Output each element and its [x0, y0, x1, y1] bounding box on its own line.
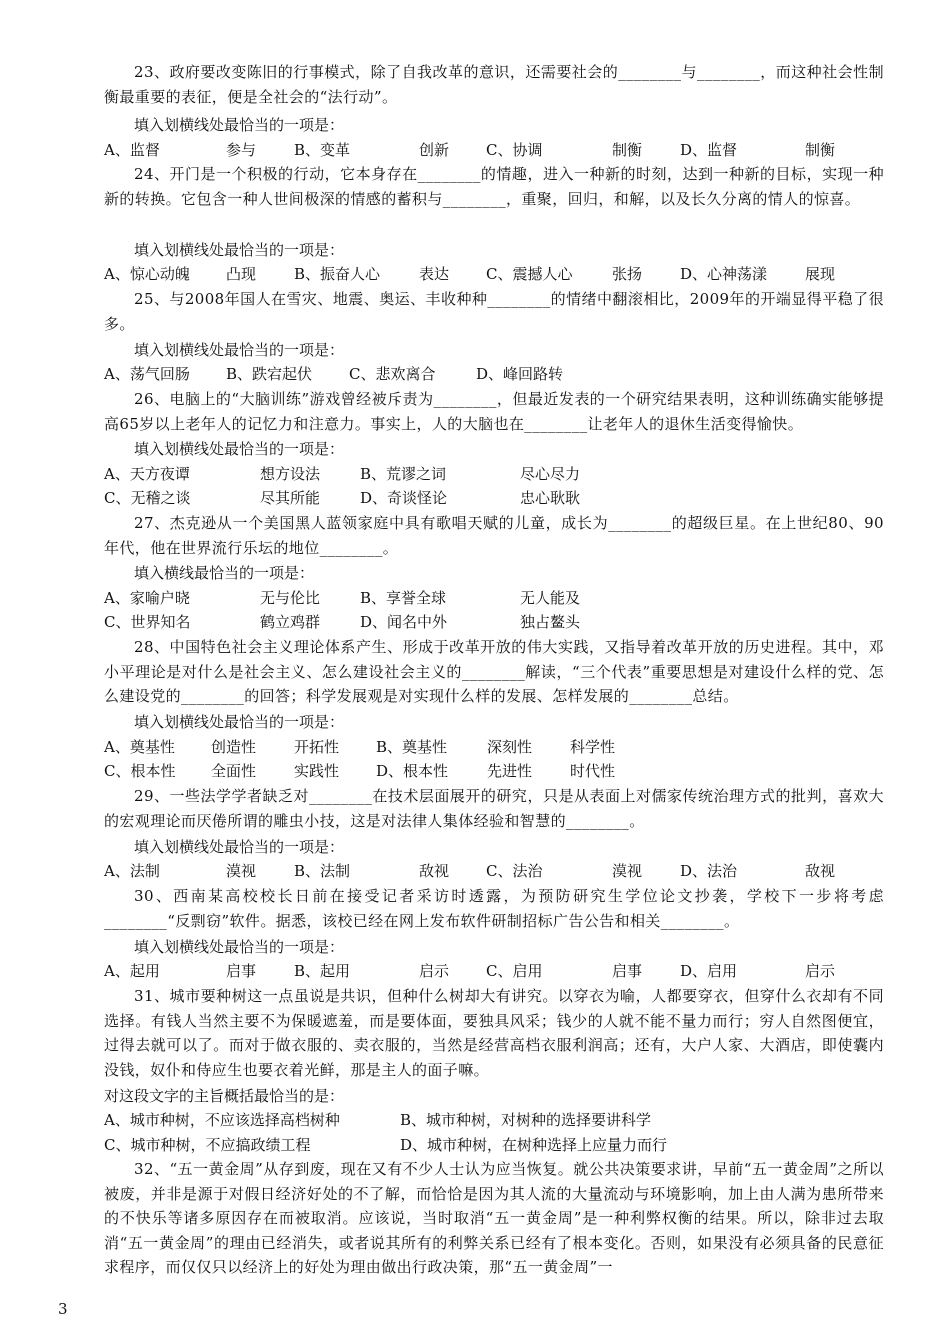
option: 漠视 [612, 862, 643, 880]
option: B、变革 [294, 141, 351, 159]
question-30-stem: 30、西南某高校校长日前在接受记者采访时透露，为预防研究生学位论文抄袭，学校下一步将考虑________“反剽窃”软件。据悉，该校已经在网上发布软件研制招标广告公告和相关________。 [104, 887, 884, 930]
option: C、悲欢离合 [349, 365, 436, 383]
question-26-options-row2 [104, 486, 884, 510]
option: 启事 [612, 962, 643, 980]
question-32-stem: 32、“五一黄金周”从存到废，现在又有不少人士认为应当恢复。就公共决策要求讲，早前“五一黄金周”之所以被废，并非是源于对假日经济好处的不了解，而恰恰是因为其人流的大量流动与环境影响，加上由人满为患所带来的不快乐等诸多原因存在而被取消。应该说，当时取消“五一黄金周”是一种利弊权衡的结果。所以，除非过去取消“五一黄金周”的理由已经消失，或者说其所有的利弊关系已经有了根本变化。否则，如果没有必须具备的民意征求程序，而仅仅只以经济上的好处为理由做出行政决策，那“五一黄金周”一 [104, 1160, 884, 1276]
question-31-options-row1 [104, 1108, 884, 1132]
option: D、监督 [680, 141, 738, 159]
question-23-stem: 23、政府要改变陈旧的行事模式，除了自我改革的意识，还需要社会的________与________，而这种社会性制衡最重要的表征，便是全社会的“法行动”。 [104, 63, 884, 106]
question-26-stem: 26、电脑上的“大脑训练”游戏曾经被斥责为________，但最近发表的一个研究结果表明，这种训练确实能够提高65岁以上老年人的记忆力和注意力。事实上，人的大脑也在________让老年人的退休生活变得愉快。 [104, 390, 884, 433]
question-30-prompt: 填入划横线处最恰当的一项是： [134, 938, 345, 956]
option: 想方设法 [260, 465, 321, 483]
option: B、荒谬之词 [360, 465, 447, 483]
option: 制衡 [805, 141, 836, 159]
option: D、城市种树，在树种选择上应量力而行 [400, 1136, 668, 1154]
question-25-options [104, 362, 884, 386]
option: D、启用 [680, 962, 738, 980]
question-25-stem: 25、与2008年国人在雪灾、地震、奥运、丰收种种________的情绪中翻滚相比，2009年的开端显得平稳了很多。 [104, 290, 884, 333]
option: 先进性 [487, 762, 533, 780]
question-24-options [104, 262, 884, 286]
option: A、监督 [104, 141, 160, 159]
option: C、法治 [486, 862, 543, 880]
option: A、法制 [104, 862, 160, 880]
option: 实践性 [294, 762, 340, 780]
option: 敌视 [805, 862, 836, 880]
option: 鹤立鸡群 [260, 613, 321, 631]
question-29-stem: 29、一些法学学者缺乏对________在技术层面展开的研究，只是从表面上对儒家传统治理方式的批判，喜欢大的宏观理论而厌倦所谓的雕虫小技，这是对法律人集体经验和智慧的________。 [104, 787, 884, 830]
option: D、根本性 [376, 762, 449, 780]
option: 时代性 [570, 762, 616, 780]
question-29-options [104, 859, 884, 883]
question-28-prompt: 填入划横线处最恰当的一项是： [134, 713, 345, 731]
option: A、惊心动魄 [104, 265, 190, 283]
option: 创造性 [211, 738, 257, 756]
question-23-options [104, 138, 884, 162]
option: 展现 [805, 265, 836, 283]
option: B、享誉全球 [360, 589, 447, 607]
option: A、奠基性 [104, 738, 175, 756]
option: C、震撼人心 [486, 265, 573, 283]
question-28-stem: 28、中国特色社会主义理论体系产生、形成于改革开放的伟大实践，又指导着改革开放的历史进程。其中，邓小平理论是对什么是社会主义、怎么建设社会主义的________解读，“三个代表”重要思想是对建设什么样的党、怎么建设党的________的回答；科学发展观是对实现什么样的发展、怎样发展的________总结。 [104, 638, 884, 705]
option: D、奇谈怪论 [360, 489, 448, 507]
option: C、启用 [486, 962, 543, 980]
option: B、振奋人心 [294, 265, 381, 283]
option: B、奠基性 [376, 738, 448, 756]
option: C、世界知名 [104, 613, 191, 631]
page-number: 3 [58, 1300, 68, 1318]
option: C、协调 [486, 141, 543, 159]
question-27-stem: 27、杰克逊从一个美国黑人蓝领家庭中具有歌唱天赋的儿童，成长为________的超级巨星。在上世纪80、90年代，他在世界流行乐坛的地位________。 [104, 514, 884, 557]
question-31-options-row2 [104, 1133, 884, 1157]
option: B、法制 [294, 862, 351, 880]
option: C、城市种树，不应搞政绩工程 [104, 1136, 311, 1154]
option: 制衡 [612, 141, 643, 159]
option: 科学性 [570, 738, 616, 756]
option: 全面性 [211, 762, 257, 780]
question-26-prompt: 填入划横线处最恰当的一项是： [134, 440, 345, 458]
option: 张扬 [612, 265, 643, 283]
option: 无与伦比 [260, 589, 321, 607]
option: C、根本性 [104, 762, 176, 780]
option: 参与 [226, 141, 257, 159]
option: D、峰回路转 [476, 365, 564, 383]
option: 启事 [226, 962, 257, 980]
option: D、心神荡漾 [680, 265, 768, 283]
option: 启示 [805, 962, 836, 980]
question-29-prompt: 填入划横线处最恰当的一项是： [134, 838, 345, 856]
option: 尽其所能 [260, 489, 321, 507]
option: C、无稽之谈 [104, 489, 191, 507]
question-27-options-row2 [104, 610, 884, 634]
question-30-options [104, 959, 884, 983]
option: B、城市种树，对树种的选择要讲科学 [400, 1111, 652, 1129]
option: A、起用 [104, 962, 160, 980]
option: B、跌宕起伏 [226, 365, 313, 383]
question-28-options-row2 [104, 759, 884, 783]
option: D、法治 [680, 862, 738, 880]
option: 凸现 [226, 265, 257, 283]
option: 无人能及 [520, 589, 581, 607]
option: A、城市种树，不应该选择高档树种 [104, 1111, 340, 1129]
question-26-options-row1 [104, 462, 884, 486]
question-24-prompt: 填入划横线处最恰当的一项是： [134, 241, 345, 259]
question-31-prompt: 对这段文字的主旨概括最恰当的是： [104, 1087, 345, 1105]
question-23-prompt: 填入划横线处最恰当的一项是： [134, 116, 345, 134]
option: A、天方夜谭 [104, 465, 190, 483]
option: 表达 [419, 265, 450, 283]
option: 启示 [419, 962, 450, 980]
question-25-prompt: 填入划横线处最恰当的一项是： [134, 341, 345, 359]
option: B、起用 [294, 962, 351, 980]
question-27-prompt: 填入横线最恰当的一项是： [134, 564, 315, 582]
option: 创新 [419, 141, 450, 159]
option: A、荡气回肠 [104, 365, 190, 383]
option: 开拓性 [294, 738, 340, 756]
question-31-stem: 31、城市要种树这一点虽说是共识，但种什么树却大有讲究。以穿衣为喻，人都要穿衣，但穿什么衣却有不同选择。有钱人当然主要不为保暖遮羞，而是要体面，要独具风采；钱少的人就不能不量力而行；穷人自然图便宜，过得去就可以了。而对于做衣服的、卖衣服的，当然是经营高档衣服利润高；还有，大户人家、大酒店，即使囊内没钱，奴仆和侍应生也要衣着光鲜，那是主人的面子嘛。 [104, 987, 884, 1079]
option: 敌视 [419, 862, 450, 880]
option: A、家喻户晓 [104, 589, 190, 607]
question-28-options-row1 [104, 735, 884, 759]
question-27-options-row1 [104, 586, 884, 610]
option: 深刻性 [487, 738, 533, 756]
option: 漠视 [226, 862, 257, 880]
option: 独占鳌头 [520, 613, 581, 631]
option: 忠心耿耿 [520, 489, 581, 507]
option: 尽心尽力 [520, 465, 581, 483]
option: D、闻名中外 [360, 613, 448, 631]
question-24-stem: 24、开门是一个积极的行动，它本身存在________的情趣，进入一种新的时刻，达到一种新的目标，实现一种新的转换。它包含一种人世间极深的情感的蓄积与________，重聚，回归，和解，以及长久分离的情人的惊喜。 [104, 165, 884, 208]
